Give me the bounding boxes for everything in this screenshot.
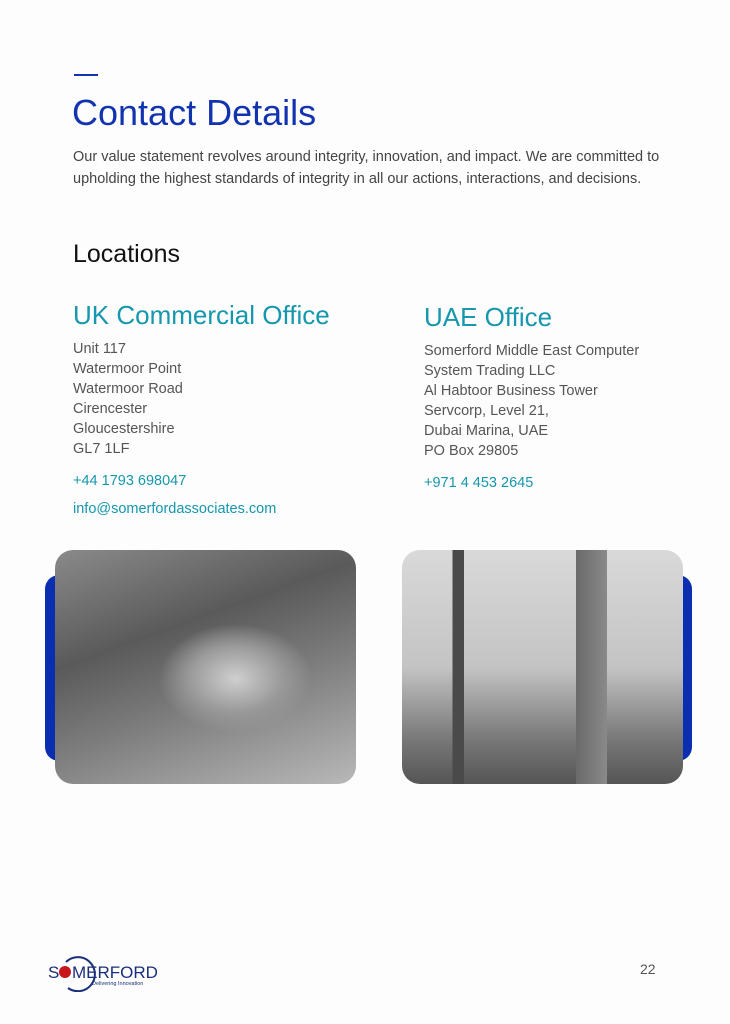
address-line: System Trading LLC (424, 363, 556, 379)
svg-text:S: S (48, 963, 60, 982)
address-line: Al Habtoor Business Tower (424, 383, 598, 399)
address-line: Cirencester (73, 401, 148, 417)
address-line: PO Box 29805 (424, 443, 519, 459)
svg-text:MERFORD: MERFORD (72, 963, 158, 982)
address-line: Servcorp, Level 21, (424, 403, 549, 419)
address-line: Unit 117 (73, 341, 126, 357)
uk-office (73, 300, 330, 517)
intro-paragraph: Our value statement revolves around integrity, innovation, and impact. We are committed to upholding the highest standards of integrity in all our actions, interactions, and decisions. (73, 149, 660, 187)
uk-office-photo (55, 550, 356, 784)
page-title: Contact Details (72, 92, 317, 133)
somerford-logo (48, 950, 158, 997)
page-number: 22 (640, 961, 656, 977)
email-link[interactable]: info@somerfordassociates.com (73, 501, 277, 517)
dubai-skyline-photo (402, 550, 683, 784)
uae-office (424, 302, 639, 491)
svg-text:Delivering Innovation: Delivering Innovation (92, 981, 144, 987)
office-name: UK Commercial Office (73, 300, 330, 330)
title-accent-dash (74, 74, 98, 76)
address-line: Gloucestershire (73, 421, 175, 437)
phone-link[interactable]: +971 4 453 2645 (424, 475, 534, 491)
address-line: Dubai Marina, UAE (424, 423, 549, 439)
address-line: Watermoor Point (73, 361, 182, 377)
office-name: UAE Office (424, 302, 553, 332)
locations-heading: Locations (73, 240, 181, 268)
phone-link[interactable]: +44 1793 698047 (73, 473, 187, 489)
address-line: GL7 1LF (73, 441, 130, 457)
address-line: Somerford Middle East Computer (424, 343, 640, 359)
address-line: Watermoor Road (73, 381, 183, 397)
